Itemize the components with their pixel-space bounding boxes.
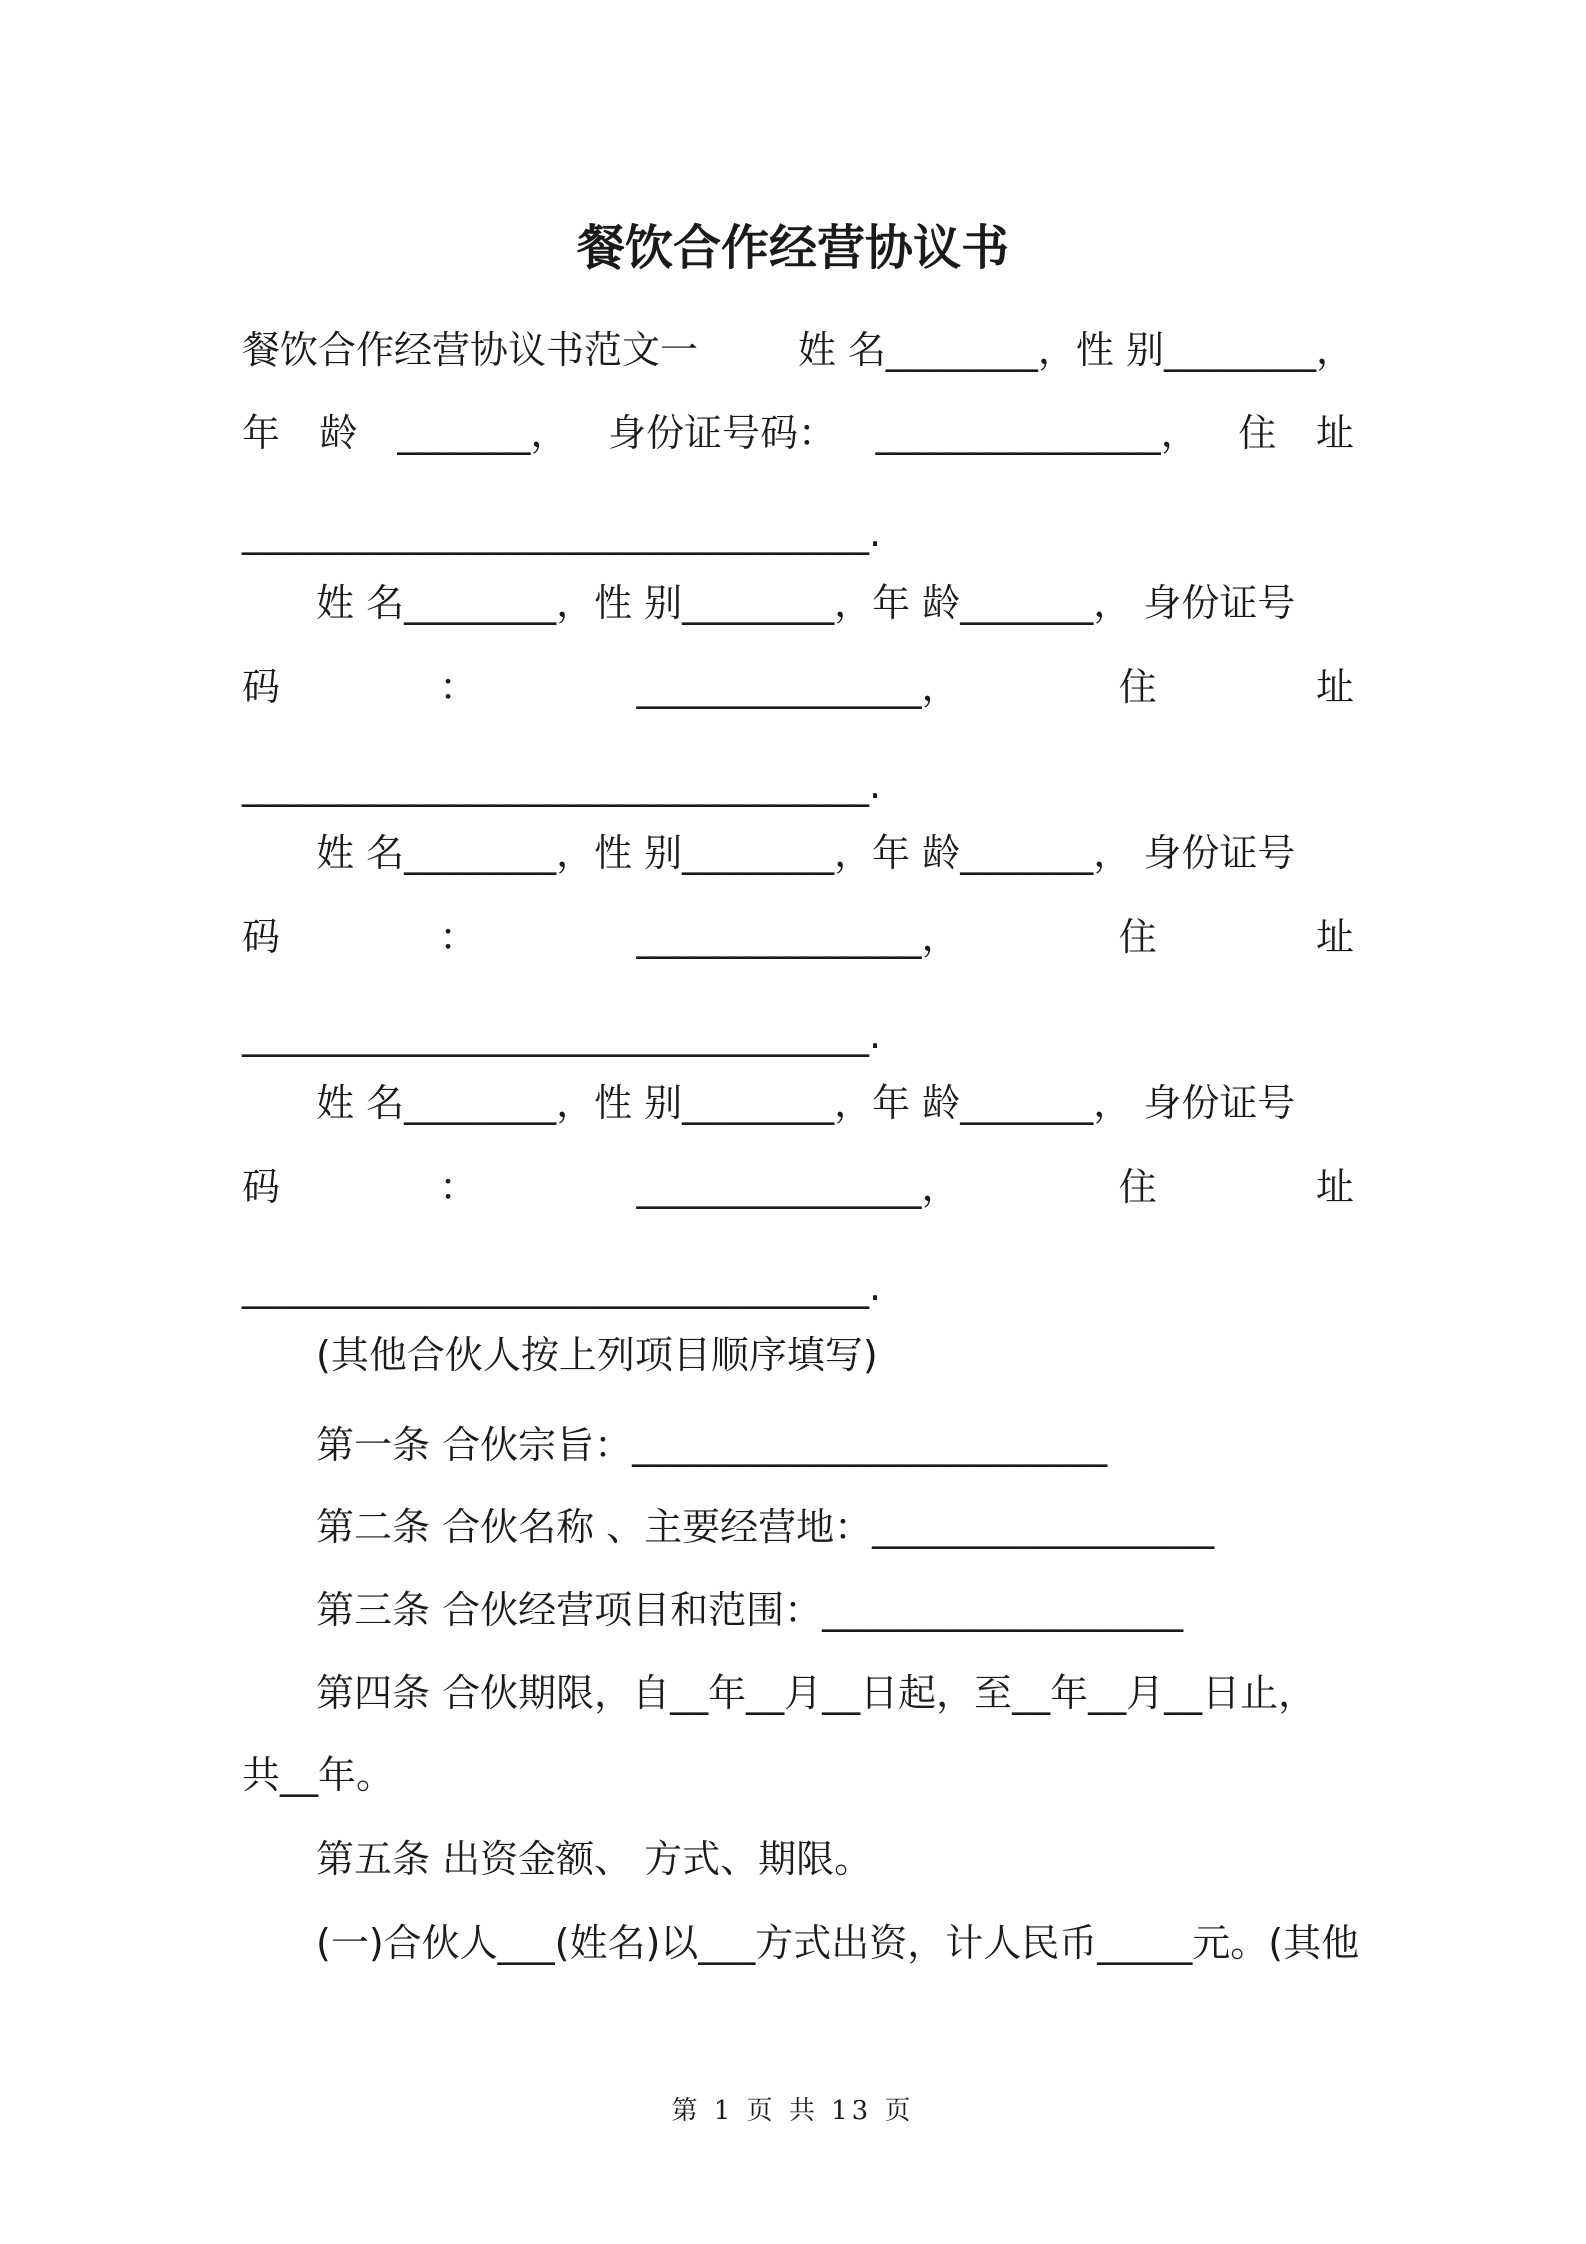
address-blank-line: _________________________________. [242,763,882,807]
party-line-1: 姓 名________，性 别________，年 龄_______， 身份证号 [316,581,1296,625]
id-number-blank: _______________， [875,411,1199,455]
party-line-1: 姓 名________，性 别________，年 龄_______， 身份证号 [316,831,1296,875]
article-5-item-1: (一)合伙人___(姓名)以___方式出资，计人民币_____元。(其他 [316,1921,1360,1965]
party-line-2 [242,1162,1354,1212]
id-number-label: 身份证号码： [607,411,836,455]
colon: ： [439,915,478,959]
party-line-2 [242,662,1354,712]
address-label-char-1: 住 [1238,411,1277,455]
colon: ： [439,665,478,709]
address-label-char-1: 住 [1118,915,1157,959]
age-blank: _______， [397,411,569,455]
age-label-char-1: 年 [242,411,281,455]
document-title: 餐饮合作经营协议书 [576,220,1009,276]
article-1: 第一条 合伙宗旨：_________________________ [316,1423,1108,1467]
id-label-char: 码 [242,1165,281,1209]
article-3: 第三条 合伙经营项目和范围：___________________ [316,1588,1184,1632]
party-line-1: 姓 名________，性 别________，年 龄_______， 身份证号 [316,1081,1296,1125]
id-number-blank: _______________， [636,665,960,709]
address-label-char-2: 址 [1315,665,1354,709]
article-4-line-1: 第四条 合伙期限，自__年__月__日起，至__年__月__日止， [316,1671,1317,1715]
article-2: 第二条 合伙名称 、主要经营地：__________________ [316,1505,1215,1549]
address-label-char-1: 住 [1118,665,1157,709]
intro-line-1 [242,325,1354,375]
party-line-2 [242,912,1354,962]
note-line: (其他合伙人按上列项目顺序填写) [316,1333,878,1377]
id-label-char: 码 [242,915,281,959]
address-blank-line: _________________________________. [242,511,882,555]
address-blank-line: _________________________________. [242,1265,882,1309]
address-label-char-2: 址 [1315,915,1354,959]
address-blank-line: _________________________________. [242,1013,882,1057]
page-footer: 第 1 页 共 13 页 [671,2096,915,2126]
address-label-char-1: 住 [1118,1165,1157,1209]
address-label-char-2: 址 [1315,411,1354,455]
id-label-char: 码 [242,665,281,709]
intro-line-2 [242,408,1354,458]
id-number-blank: _______________， [636,915,960,959]
colon: ： [439,1165,478,1209]
id-number-blank: _______________， [636,1165,960,1209]
article-5: 第五条 出资金额、 方式、期限。 [316,1837,873,1881]
article-4-line-2: 共__年。 [242,1753,395,1797]
age-label-char-2: 龄 [319,411,358,455]
address-label-char-2: 址 [1315,1165,1354,1209]
party-fields-name-gender: 姓 名________，性 别________， [797,328,1354,372]
intro-heading: 餐饮合作经营协议书范文一 [242,328,699,372]
